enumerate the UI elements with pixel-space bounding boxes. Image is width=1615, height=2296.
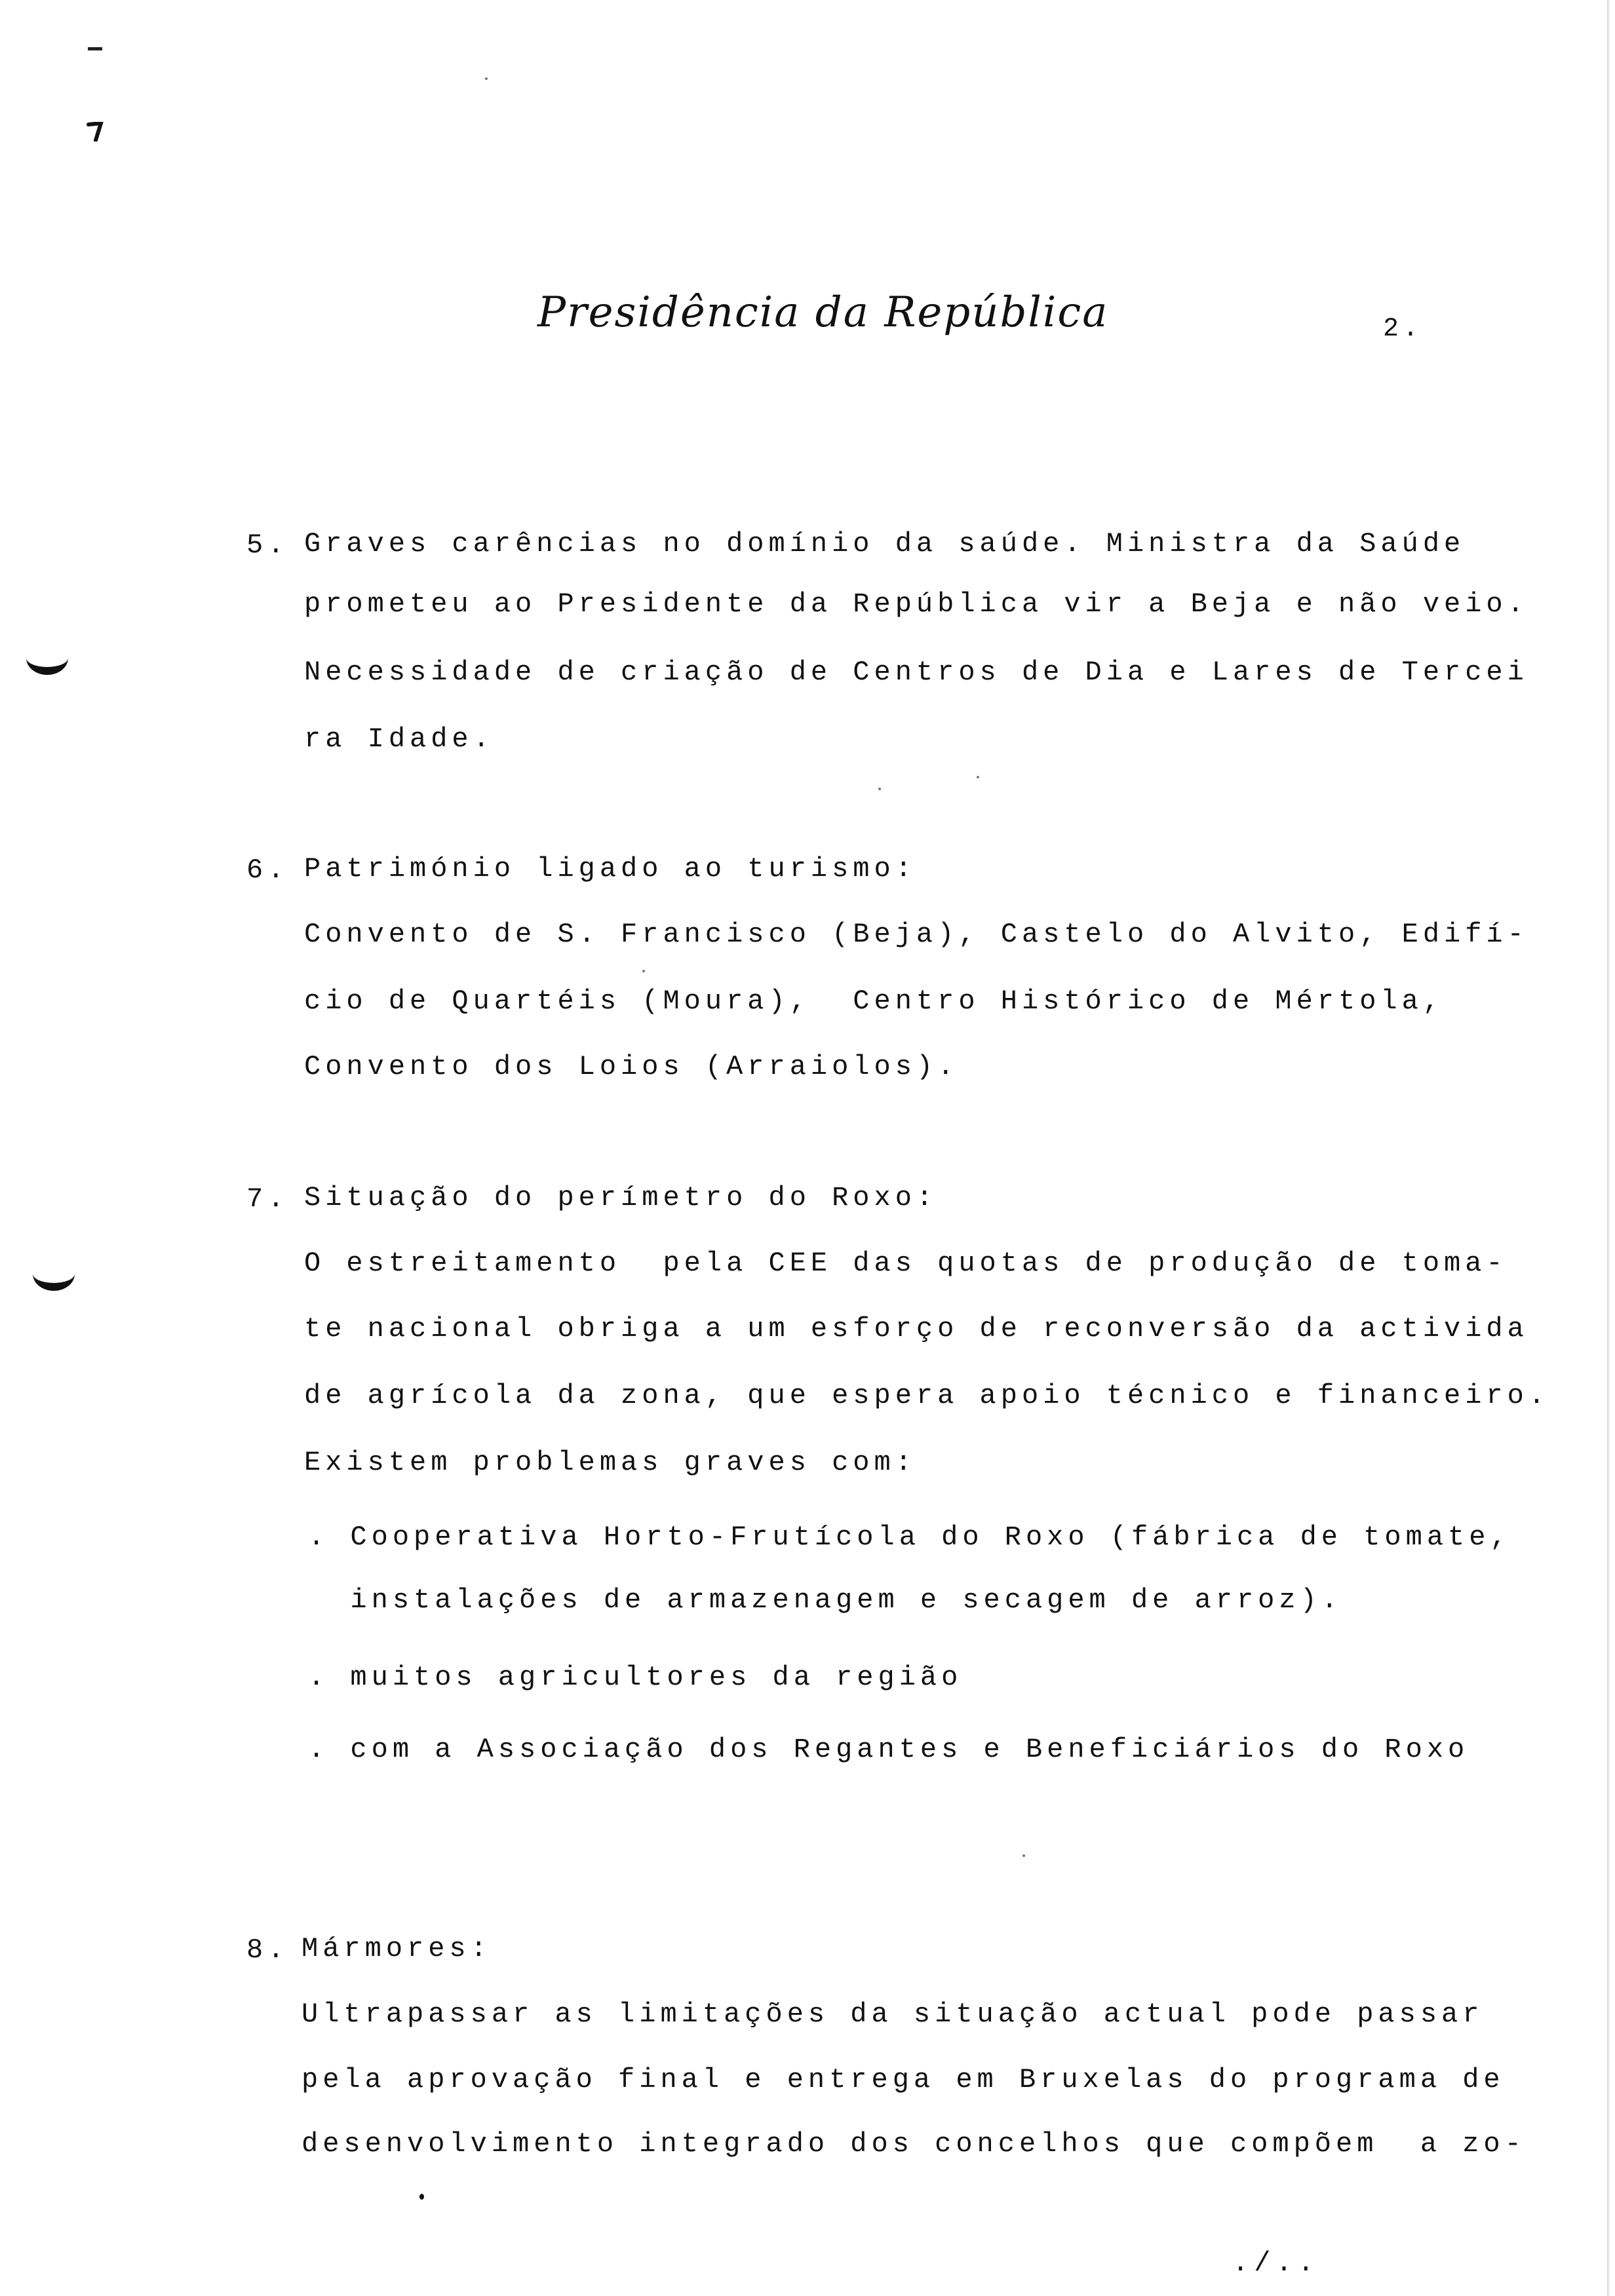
section-8-line-4: desenvolvimento integrado dos concelhos que compõem a zo- (302, 2128, 1526, 2160)
section-7-line-5: Existem problemas graves com: (304, 1447, 916, 1478)
section-6-line-1: Património ligado ao turismo: (304, 853, 916, 885)
speck (878, 788, 881, 790)
section-number-7: 7. (246, 1183, 289, 1215)
staple-mark (87, 122, 104, 142)
speck (419, 2194, 424, 2200)
hole-punch-mark-1 (26, 641, 68, 675)
letterhead: Presidência da República (537, 288, 1109, 337)
section-8-line-1: Mármores: (302, 1933, 492, 1964)
section-5-line-4: ra Idade. (304, 723, 494, 755)
section-7-line-1: Situação do perímetro do Roxo: (304, 1182, 938, 1214)
continuation-mark: ./.. (1232, 2248, 1319, 2279)
page-number: 2. (1383, 315, 1423, 344)
section-7-line-4: de agrícola da zona, que espera apoio técnico e financeiro. (304, 1380, 1550, 1411)
speck (977, 776, 979, 778)
section-number-8: 8. (246, 1934, 289, 1966)
section-7-line-2: O estreitamento pela CEE das quotas de produção de toma- (304, 1248, 1508, 1279)
section-8-line-2: Ultrapassar as limitações da situação actual pode passar (302, 1999, 1484, 2030)
section-5-line-3: Necessidade de criação de Centros de Dia e Lares de Tercei (304, 657, 1528, 688)
scan-edge (1607, 0, 1610, 2296)
speck (485, 77, 488, 80)
section-6-line-3: cio de Quartéis (Moura), Centro Histórico de Mértola, (304, 985, 1445, 1017)
hole-punch-mark-2 (33, 1257, 75, 1291)
section-7-bullet-2: . muitos agricultores da região (308, 1662, 963, 1693)
section-7-line-3: te nacional obriga a um esforço de reconversão da activida (304, 1313, 1528, 1345)
section-7-bullet-1-cont: instalações de armazenagem e secagem de arroz). (308, 1584, 1343, 1616)
section-7-bullet-1: . Cooperativa Horto-Frutícola do Roxo (fábrica de tomate, (308, 1521, 1511, 1553)
section-5-line-2: prometeu ao Presidente da República vir a Beja e não veio. (304, 588, 1528, 620)
section-6-line-4: Convento dos Loios (Arraiolos). (304, 1051, 959, 1082)
section-6-line-2: Convento de S. Francisco (Beja), Castelo do Alvito, Edifí- (304, 919, 1528, 950)
speck (1022, 1854, 1025, 1857)
section-7-bullet-3: . com a Associação dos Regantes e Beneficiários do Roxo (308, 1734, 1469, 1765)
section-number-5: 5. (246, 529, 289, 561)
section-8-line-3: pela aprovação final e entrega em Bruxelas do programa de (302, 2064, 1505, 2095)
speck (642, 970, 645, 972)
punch-mark-top (88, 47, 102, 50)
section-5-line-1: Graves carências no domínio da saúde. Ministra da Saúde (304, 528, 1466, 560)
section-number-6: 6. (246, 854, 289, 886)
